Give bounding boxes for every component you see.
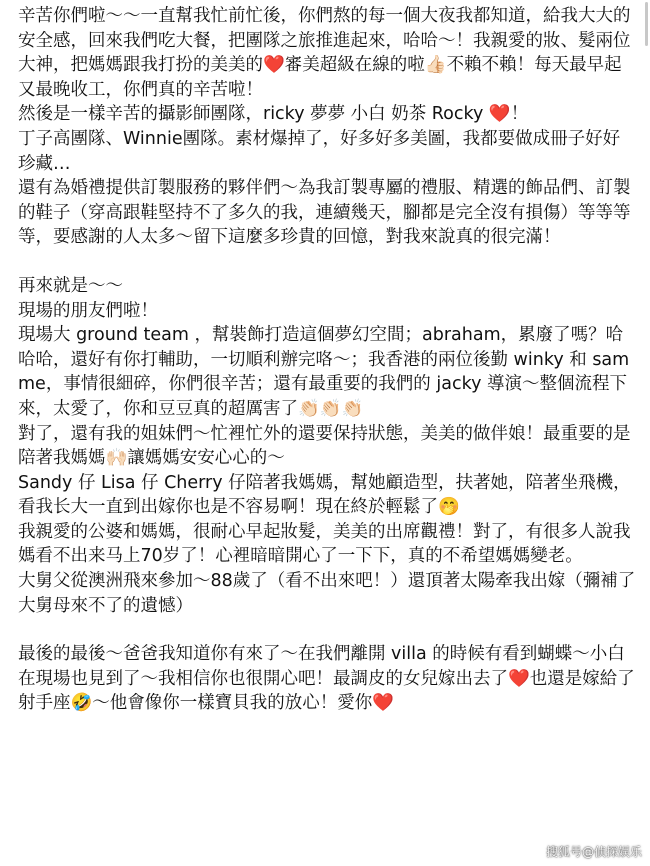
paragraph-team-thanks: 辛苦你們啦～～一直幫我忙前忙後，你們熬的每一個大夜我都知道，給我大大的安全感，回來我們吃大餐，把團隊之旅推進起來，哈哈～！我親愛的妝、髮兩位大神，把媽媽跟我打扮的美美的❤️審美超級在線的啦👍🏻不賴不賴！每天最早起又最晚收工，你們真的辛苦啦！ [18,6,631,100]
paragraph-uncle: 大舅父從澳洲飛來參加～88歲了（看不出來吧！）還頂著太陽牽我出嫁（彌補了大舅母來不了的遺憾） [18,571,636,616]
source-watermark: 搜狐号@侦探娱乐 [545,845,642,859]
paragraph-in-laws: 我親愛的公婆和媽媽，很耐心早起妝髮，美美的出席觀禮！對了，有很多人說我媽看不出来马上70岁了！心裡暗暗開心了一下下，真的不希望媽媽變老。 [18,521,631,567]
paragraph-friends-heading: 現場的朋友們啦！ [18,300,158,321]
paragraph-helpers: Sandy 仔 Lisa 仔 Cherry 仔陪著我媽媽，幫她顧造型，扶著她，陪著坐飛機，看我长大一直到出嫁你也是不容易啊！現在終於輕鬆了🤭 [18,472,631,518]
paragraph-next: 再來就是～～ [18,275,123,296]
paragraph-custom-services: 還有為婚禮提供訂製服務的夥伴們～為我訂製專屬的禮服、精選的飾品們、訂製的鞋子（穿高跟鞋堅持不了多久的我，連續幾天，腳都是完全沒有損傷）等等等等，要感謝的人太多～留下這麼多珍貴的回憶，對我來說真的很完滿！ [18,178,631,248]
paragraph-ground-team: 現場大 ground team ，幫裝飾打造這個夢幻空間；abraham，累廢了嗎？哈哈哈，還好有你打輔助，一切順利辦完咯～；我香港的兩位後勤 winky 和 samme，事情很細碎，你們很辛苦；還有最重要的我們的 jacky 導演～整個流程下來，太愛了，你和豆豆真的超厲害了👏🏻👏🏻👏🏻 [18,325,630,419]
paragraph-father: 最後的最後～爸爸我知道你有來了～在我們離開 villa 的時候有看到蝴蝶～小白在現場也見到了～我相信你也很開心吧！最調皮的女兒嫁出去了❤️也還是嫁給了射手座🤣～他會像你一樣寶貝我的放心！愛你❤️ [18,644,635,714]
paragraph-studios: 丁子高團隊、Winnie團隊。素材爆掉了，好多好多美圖，我都要做成冊子好好珍藏… [18,128,621,174]
post-text [18,4,636,716]
paragraph-photographers: 然後是一樣辛苦的攝影師團隊，ricky 夢夢 小白 奶茶 Rocky ❤️！ [18,104,529,125]
scrollbar[interactable] [645,2,648,46]
paragraph-bridesmaids: 對了，還有我的姐妹們～忙裡忙外的還要保持狀態，美美的做伴娘！最重要的是陪著我媽媽🙌🏻讓媽媽安安心心的～ [18,423,631,469]
